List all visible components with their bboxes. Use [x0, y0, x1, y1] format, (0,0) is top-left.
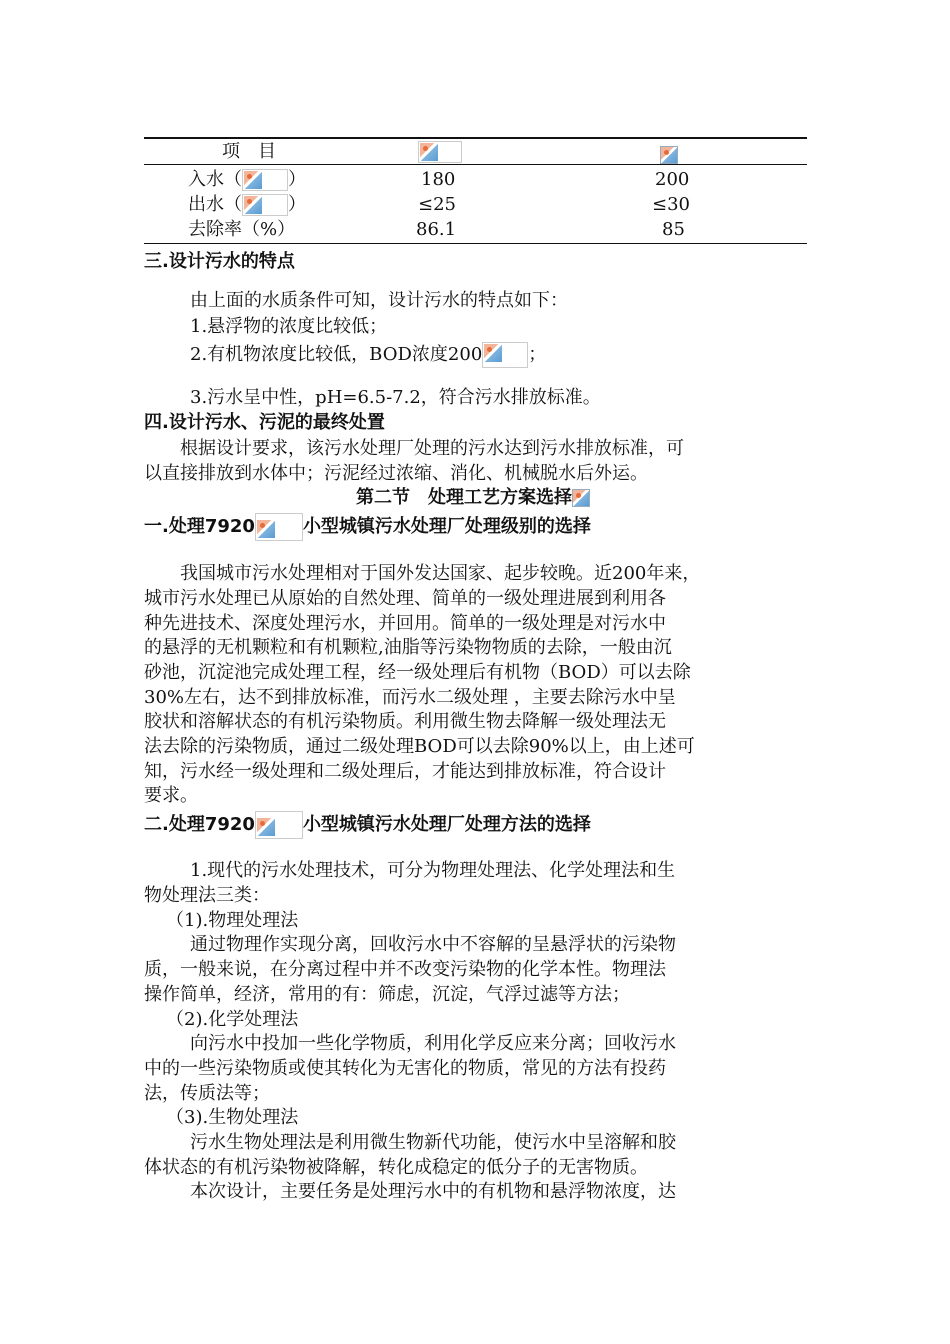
- table-header-rule: [144, 164, 807, 165]
- paragraph-line: 以直接排放到水体中；污泥经过浓缩、消化、机械脱水后外运。: [144, 463, 648, 484]
- subsection-title: （1).物理处理法: [166, 910, 299, 931]
- broken-image-icon: [660, 146, 678, 164]
- paragraph-line: 法去除的污染物质，通过二级处理BOD可以去除90%以上，由上述可: [144, 736, 695, 757]
- section-heading: 二.处理7920 小型城镇污水处理厂处理方法的选择: [144, 811, 591, 839]
- subsection-title: （2).化学处理法: [166, 1009, 299, 1030]
- table-cell: 85: [662, 219, 685, 240]
- table-cell: 180: [421, 169, 456, 190]
- table-cell: 200: [655, 169, 690, 190]
- paragraph-line: 30%左右，达不到排放标准，而污水二级处理 ，主要去除污水中呈: [144, 687, 676, 708]
- table-header-col2-image: [660, 143, 678, 167]
- paragraph-line: 通过物理作实现分离，回收污水中不容解的呈悬浮状的污染物: [190, 934, 676, 955]
- table-row-label: 去除率（%）: [188, 219, 296, 240]
- broken-image-icon: [572, 489, 590, 507]
- list-item: 1.悬浮物的浓度比较低；: [190, 316, 388, 337]
- section-heading: 一.处理7920 小型城镇污水处理厂处理级别的选择: [144, 513, 591, 541]
- paragraph: 由上面的水质条件可知，设计污水的特点如下：: [190, 290, 568, 311]
- subsection-title: （3).生物处理法: [166, 1107, 299, 1128]
- paragraph-line: 城市污水处理已从原始的自然处理、简单的一级处理进展到利用各: [144, 588, 666, 609]
- paragraph-line: 要求。: [144, 785, 198, 806]
- paragraph-line: 我国城市污水处理相对于国外发达国家、起步较晚。近200年来，: [180, 563, 701, 584]
- broken-image-icon: [244, 196, 262, 214]
- paragraph-line: 种先进技术、深度处理污水，并回用。简单的一级处理是对污水中: [144, 613, 666, 634]
- section-heading: 三.设计污水的特点: [144, 251, 295, 272]
- paragraph-line: 污水生物处理法是利用微生物新代功能，使污水中呈溶解和胶: [190, 1132, 676, 1153]
- broken-image-icon: [420, 143, 438, 161]
- broken-image-icon: [257, 818, 275, 836]
- table-header-item: 项 目: [222, 141, 276, 162]
- broken-image-icon: [484, 344, 502, 362]
- list-item: 3.污水呈中性，pH=6.5-7.2，符合污水排放标准。: [190, 387, 601, 408]
- list-item: 2.有机物浓度比较低，BOD浓度200 ；: [190, 342, 546, 368]
- table-cell: 86.1: [416, 219, 457, 240]
- chapter-title: 第二节 处理工艺方案选择: [356, 486, 590, 510]
- broken-image-icon: [244, 171, 262, 189]
- table-cell: ≤30: [652, 194, 690, 215]
- section-heading: 四.设计污水、污泥的最终处置: [144, 412, 385, 433]
- paragraph-line: 质，一般来说，在分离过程中并不改变污染物的化学本性。物理法: [144, 959, 666, 980]
- table-header-col1-image: [418, 140, 462, 164]
- paragraph-line: 操作简单，经济，常用的有：筛虑，沉淀，气浮过滤等方法；: [144, 984, 630, 1005]
- paragraph-line: 胶状和溶解状态的有机污染物质。利用微生物去降解一级处理法无: [144, 711, 666, 732]
- broken-image-icon: [257, 520, 275, 538]
- paragraph-line: 1.现代的污水处理技术，可分为物理处理法、化学处理法和生: [190, 860, 676, 881]
- table-row-label: 出水（ ）: [188, 194, 306, 215]
- paragraph-line: 根据设计要求，该污水处理厂处理的污水达到污水排放标准，可: [180, 438, 684, 459]
- paragraph-line: 体状态的有机污染物被降解，转化成稳定的低分子的无害物质。: [144, 1157, 648, 1178]
- paragraph-line: 本次设计，主要任务是处理污水中的有机物和悬浮物浓度，达: [190, 1181, 676, 1202]
- paragraph-line: 的悬浮的无机颗粒和有机颗粒,油脂等污染物物质的去除，一般由沉: [144, 637, 672, 658]
- paragraph-line: 法，传质法等；: [144, 1083, 270, 1104]
- paragraph-line: 砂池，沉淀池完成处理工程，经一级处理后有机物（BOD）可以去除: [144, 662, 691, 683]
- paragraph-line: 向污水中投加一些化学物质，利用化学反应来分离；回收污水: [190, 1033, 676, 1054]
- paragraph-line: 知，污水经一级处理和二级处理后，才能达到排放标准，符合设计: [144, 761, 666, 782]
- table-cell: ≤25: [418, 194, 456, 215]
- table-bottom-rule: [144, 243, 807, 244]
- paragraph-line: 物处理法三类：: [144, 885, 270, 906]
- paragraph-line: 中的一些污染物质或使其转化为无害化的物质，常见的方法有投药: [144, 1058, 666, 1079]
- table-row-label: 入水（ ）: [188, 169, 306, 190]
- table-top-rule: [144, 137, 807, 139]
